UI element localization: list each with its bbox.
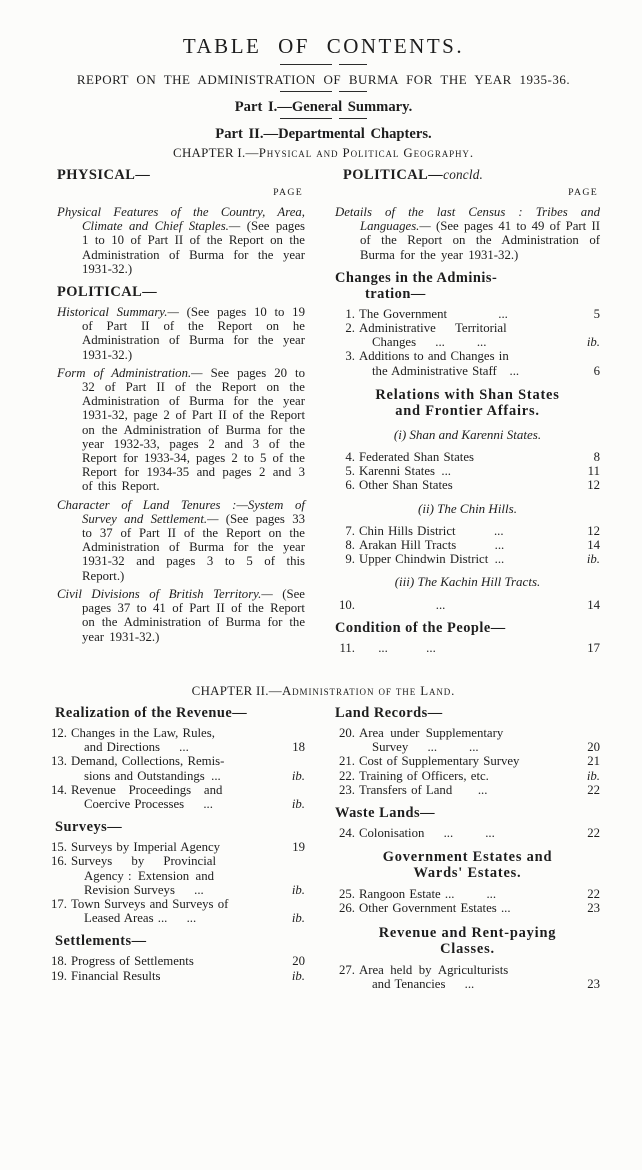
section-heading: Changes in the Adminis- tration— bbox=[335, 269, 498, 302]
entry-text: Progress of Settlements bbox=[71, 954, 194, 969]
toc-column-chapter2-left bbox=[47, 705, 305, 991]
entry-text: Administrative Territorial bbox=[359, 321, 507, 336]
toc-entry bbox=[335, 598, 600, 612]
entry-number: 15. bbox=[51, 840, 67, 855]
section-heading: Realization of the Revenue— bbox=[55, 705, 248, 722]
entry-number: 1. bbox=[345, 306, 355, 321]
descriptive-entry-title: Form of Administration.— bbox=[57, 365, 211, 380]
chapter-2-label: CHAPTER II.— bbox=[191, 683, 282, 698]
entry-number: 10. bbox=[339, 597, 355, 612]
descriptive-entry-reference: (See pages 10 to 19 of Part II of the Report on he Administration of Burma for the year 1931-32.) bbox=[82, 305, 305, 362]
toc-entry bbox=[335, 321, 600, 349]
entry-text: Karenni States ... bbox=[359, 464, 451, 479]
entry-page-number: 14 bbox=[587, 538, 600, 553]
entry-page-number: 17 bbox=[587, 640, 600, 655]
descriptive-entry-title: Civil Divisions of British Territory.— bbox=[57, 586, 283, 601]
entry-text: Revenue Proceedings and bbox=[71, 782, 223, 797]
toc-entry bbox=[335, 726, 600, 754]
toc-entry bbox=[335, 887, 600, 901]
heading-continued-note: concld. bbox=[443, 166, 484, 182]
entry-page-number: ib. bbox=[291, 968, 305, 983]
entry-number: 19. bbox=[51, 968, 67, 983]
entry-text: and Directions ... bbox=[84, 740, 189, 755]
entry-text: Upper Chindwin District ... bbox=[359, 552, 505, 567]
divider-rule bbox=[276, 118, 372, 119]
entry-text: Agency : Extension and bbox=[84, 868, 215, 883]
entry-text: Surveys by Provincial bbox=[71, 854, 217, 869]
toc-entry bbox=[47, 854, 305, 897]
entry-page-number: ib. bbox=[291, 768, 305, 783]
entry-number: 6. bbox=[345, 478, 355, 493]
entry-text: Federated Shan States bbox=[359, 450, 475, 465]
section-heading: Waste Lands— bbox=[335, 805, 435, 822]
entry-number: 4. bbox=[345, 450, 355, 465]
descriptive-entry bbox=[335, 205, 600, 262]
divider-rule bbox=[276, 64, 372, 65]
group-heading: (iii) The Kachin Hill Tracts. bbox=[394, 574, 541, 590]
section-heading: POLITICAL—concld. bbox=[343, 166, 484, 183]
toc-entry bbox=[47, 897, 305, 925]
chapter-1-heading bbox=[47, 146, 600, 160]
entry-page-number: 23 bbox=[587, 976, 600, 991]
entry-number: 7. bbox=[345, 523, 355, 538]
section-heading: Government Estates and Wards' Estates. bbox=[382, 849, 553, 882]
entry-text: Cost of Supplementary Survey bbox=[359, 754, 520, 769]
toc-column-chapter2-right bbox=[335, 705, 600, 991]
entry-page-number: 23 bbox=[587, 901, 600, 916]
entry-page-number: 22 bbox=[587, 887, 600, 902]
entry-text: Coercive Processes ... bbox=[84, 797, 213, 812]
entry-text: ... ... bbox=[359, 640, 436, 655]
entry-text: Rangoon Estate ... ... bbox=[359, 887, 497, 902]
toc-entry bbox=[335, 826, 600, 840]
entry-number: 17. bbox=[51, 897, 67, 912]
toc-entry bbox=[47, 726, 305, 754]
toc-column-chapter1-left bbox=[47, 167, 305, 648]
entry-number: 26. bbox=[339, 901, 355, 916]
toc-entry bbox=[335, 464, 600, 478]
entry-page-number: ib. bbox=[291, 882, 305, 897]
entry-text: and Tenancies ... bbox=[372, 976, 475, 991]
entry-number: 14. bbox=[51, 782, 67, 797]
entry-text: Area held by Agriculturists bbox=[359, 962, 509, 977]
toc-entry bbox=[335, 349, 600, 377]
toc-entry bbox=[335, 963, 600, 991]
toc-column-chapter1-right bbox=[335, 167, 600, 655]
descriptive-entry-reference: (See pages 41 to 49 of Part II of the Report on the Administration of Burma for the year 1931-32.) bbox=[360, 219, 600, 262]
entry-page-number: 21 bbox=[587, 754, 600, 769]
chapter-1-title: Physical and Political Geography. bbox=[258, 145, 474, 160]
entry-page-number: 22 bbox=[587, 782, 600, 797]
entry-text: Arakan Hill Tracts ... bbox=[359, 538, 505, 553]
entry-page-number: 12 bbox=[587, 523, 600, 538]
section-heading: Surveys— bbox=[55, 819, 123, 836]
toc-entry bbox=[335, 478, 600, 492]
entry-text: Area under Supplementary bbox=[359, 726, 504, 741]
section-heading: Condition of the People— bbox=[335, 619, 506, 636]
descriptive-entry bbox=[57, 587, 305, 644]
entry-text: Other Shan States bbox=[359, 478, 453, 493]
toc-entry bbox=[335, 769, 600, 783]
entry-number: 13. bbox=[51, 754, 67, 769]
entry-text: Demand, Collections, Remis- bbox=[71, 754, 225, 769]
descriptive-entry-reference: (See pages 1 to 10 of Part II of the Report on the Administration of Burma for the year 1931-32.) bbox=[82, 219, 305, 276]
section-heading: POLITICAL— bbox=[57, 284, 158, 301]
entry-text: Leased Areas ... ... bbox=[84, 911, 197, 926]
entry-page-number: ib. bbox=[586, 552, 600, 567]
entry-text: Revision Surveys ... bbox=[84, 882, 204, 897]
page-column-label: PAGE bbox=[273, 186, 303, 198]
descriptive-entry-title: Physical Features of the Country, Area, Climate and Chief Staples.— bbox=[57, 205, 305, 234]
entry-text: The Government ... bbox=[359, 306, 508, 321]
entry-page-number: 19 bbox=[292, 840, 305, 855]
entry-text: sions and Outstandings ... bbox=[84, 768, 221, 783]
entry-page-number: 22 bbox=[587, 826, 600, 841]
entry-page-number: 14 bbox=[587, 597, 600, 612]
toc-entry bbox=[335, 524, 600, 538]
entry-text: Chin Hills District ... bbox=[359, 523, 504, 538]
entry-text: Survey ... ... bbox=[372, 740, 479, 755]
entry-number: 20. bbox=[339, 726, 355, 741]
toc-entry bbox=[335, 901, 600, 915]
entry-number: 16. bbox=[51, 854, 67, 869]
entry-page-number: 12 bbox=[587, 478, 600, 493]
entry-text: Changes in the Law, Rules, bbox=[71, 726, 215, 741]
entry-number: 22. bbox=[339, 768, 355, 783]
section-heading: PHYSICAL— bbox=[57, 166, 151, 183]
chapter-2-title: Administration of the Land. bbox=[281, 683, 456, 698]
entry-number: 27. bbox=[339, 962, 355, 977]
entry-page-number: 18 bbox=[292, 740, 305, 755]
toc-entry bbox=[47, 969, 305, 983]
entry-number: 25. bbox=[339, 887, 355, 902]
entry-text: the Administrative Staff ... bbox=[372, 363, 520, 378]
toc-entry bbox=[47, 840, 305, 854]
toc-entry bbox=[47, 783, 305, 811]
toc-entry bbox=[335, 783, 600, 797]
descriptive-entry-reference: See pages 20 to 32 of Part II of the Report on the Administration of Burma for the year 1931-32, page 2 of Part II of the Report on the Administration of Burma for the year 1932-33, pages 2 and 3 of the Report for 1933-34, pages 2 to 5 of the Report for 1934-35 and pages 2 and 3 of this Report. bbox=[82, 365, 305, 494]
toc-entry bbox=[335, 552, 600, 566]
entry-text: ... bbox=[359, 597, 446, 612]
chapter-1-label: CHAPTER I.— bbox=[173, 145, 259, 160]
group-heading: (i) Shan and Karenni States. bbox=[393, 426, 542, 442]
entry-text: Training of Officers, etc. bbox=[359, 768, 489, 783]
descriptive-entry-title: Details of the last Census : Tribes and Languages.— bbox=[335, 205, 600, 234]
entry-number: 2. bbox=[345, 321, 355, 336]
descriptive-entry bbox=[57, 498, 305, 583]
entry-page-number: 20 bbox=[587, 740, 600, 755]
entry-text: Transfers of Land ... bbox=[359, 782, 488, 797]
entry-number: 24. bbox=[339, 826, 355, 841]
descriptive-entry-title: Historical Summary.— bbox=[57, 305, 187, 320]
entry-text: Changes ... ... bbox=[372, 335, 487, 350]
toc-entry bbox=[335, 450, 600, 464]
toc-entry bbox=[335, 641, 600, 655]
entry-text: Additions to and Changes in bbox=[359, 349, 509, 364]
toc-entry bbox=[335, 538, 600, 552]
entry-page-number: 6 bbox=[593, 363, 600, 378]
toc-entry bbox=[335, 307, 600, 321]
entry-number: 12. bbox=[51, 726, 67, 741]
entry-page-number: 8 bbox=[593, 450, 600, 465]
section-heading: Revenue and Rent-paying Classes. bbox=[378, 924, 557, 957]
entry-number: 3. bbox=[345, 349, 355, 364]
chapter-2-heading bbox=[47, 684, 600, 698]
entry-text: Colonisation ... ... bbox=[359, 826, 495, 841]
entry-page-number: 11 bbox=[587, 464, 600, 479]
entry-number: 5. bbox=[345, 464, 355, 479]
descriptive-entry bbox=[57, 305, 305, 362]
entry-number: 23. bbox=[339, 782, 355, 797]
toc-entry bbox=[47, 754, 305, 782]
entry-page-number: ib. bbox=[291, 911, 305, 926]
entry-page-number: ib. bbox=[586, 335, 600, 350]
descriptive-entry-reference: (See pages 33 to 37 of Part II of the Report on the Administration of Burma for the year 1931-32 and pages 3 to 5 of this Report.) bbox=[82, 511, 305, 583]
entry-text: Surveys by Imperial Agency bbox=[71, 840, 221, 855]
section-heading: Relations with Shan States and Frontier Affairs. bbox=[375, 386, 560, 419]
descriptive-entry-reference: (See pages 37 to 41 of Part II of the Report on the Administration of Burma for the year 1931-32.) bbox=[82, 586, 305, 644]
descriptive-entry-title: Character of Land Tenures :—System of Survey and Settlement.— bbox=[57, 497, 305, 526]
divider-rule bbox=[276, 91, 372, 92]
page-column-label: PAGE bbox=[568, 186, 598, 198]
chapter-2-columns bbox=[47, 705, 600, 991]
entry-number: 21. bbox=[339, 754, 355, 769]
descriptive-entry bbox=[57, 366, 305, 494]
entry-text: Town Surveys and Surveys of bbox=[71, 897, 229, 912]
entry-page-number: 5 bbox=[593, 306, 600, 321]
entry-page-number: ib. bbox=[291, 797, 305, 812]
chapter-1-columns bbox=[47, 167, 600, 681]
group-heading: (ii) The Chin Hills. bbox=[418, 500, 517, 516]
entry-text: Financial Results bbox=[71, 968, 161, 983]
entry-text: Other Government Estates ... bbox=[359, 901, 511, 916]
section-heading: Settlements— bbox=[55, 933, 147, 950]
page-title: TABLE OF CONTENTS. bbox=[182, 34, 465, 58]
part-2-heading: Part II.—Departmental Chapters. bbox=[215, 126, 432, 143]
entry-number: 11. bbox=[339, 640, 355, 655]
entry-page-number: ib. bbox=[586, 768, 600, 783]
toc-entry bbox=[335, 754, 600, 768]
entry-number: 8. bbox=[345, 538, 355, 553]
section-heading: Land Records— bbox=[335, 705, 443, 722]
toc-entry bbox=[47, 954, 305, 968]
report-title: REPORT ON THE ADMINISTRATION OF BURMA FOR THE YEAR 1935-36. bbox=[76, 72, 571, 87]
entry-number: 18. bbox=[51, 954, 67, 969]
descriptive-entry bbox=[57, 205, 305, 276]
entry-page-number: 20 bbox=[292, 954, 305, 969]
entry-number: 9. bbox=[345, 552, 355, 567]
part-1-heading: Part I.—General Summary. bbox=[234, 99, 413, 116]
